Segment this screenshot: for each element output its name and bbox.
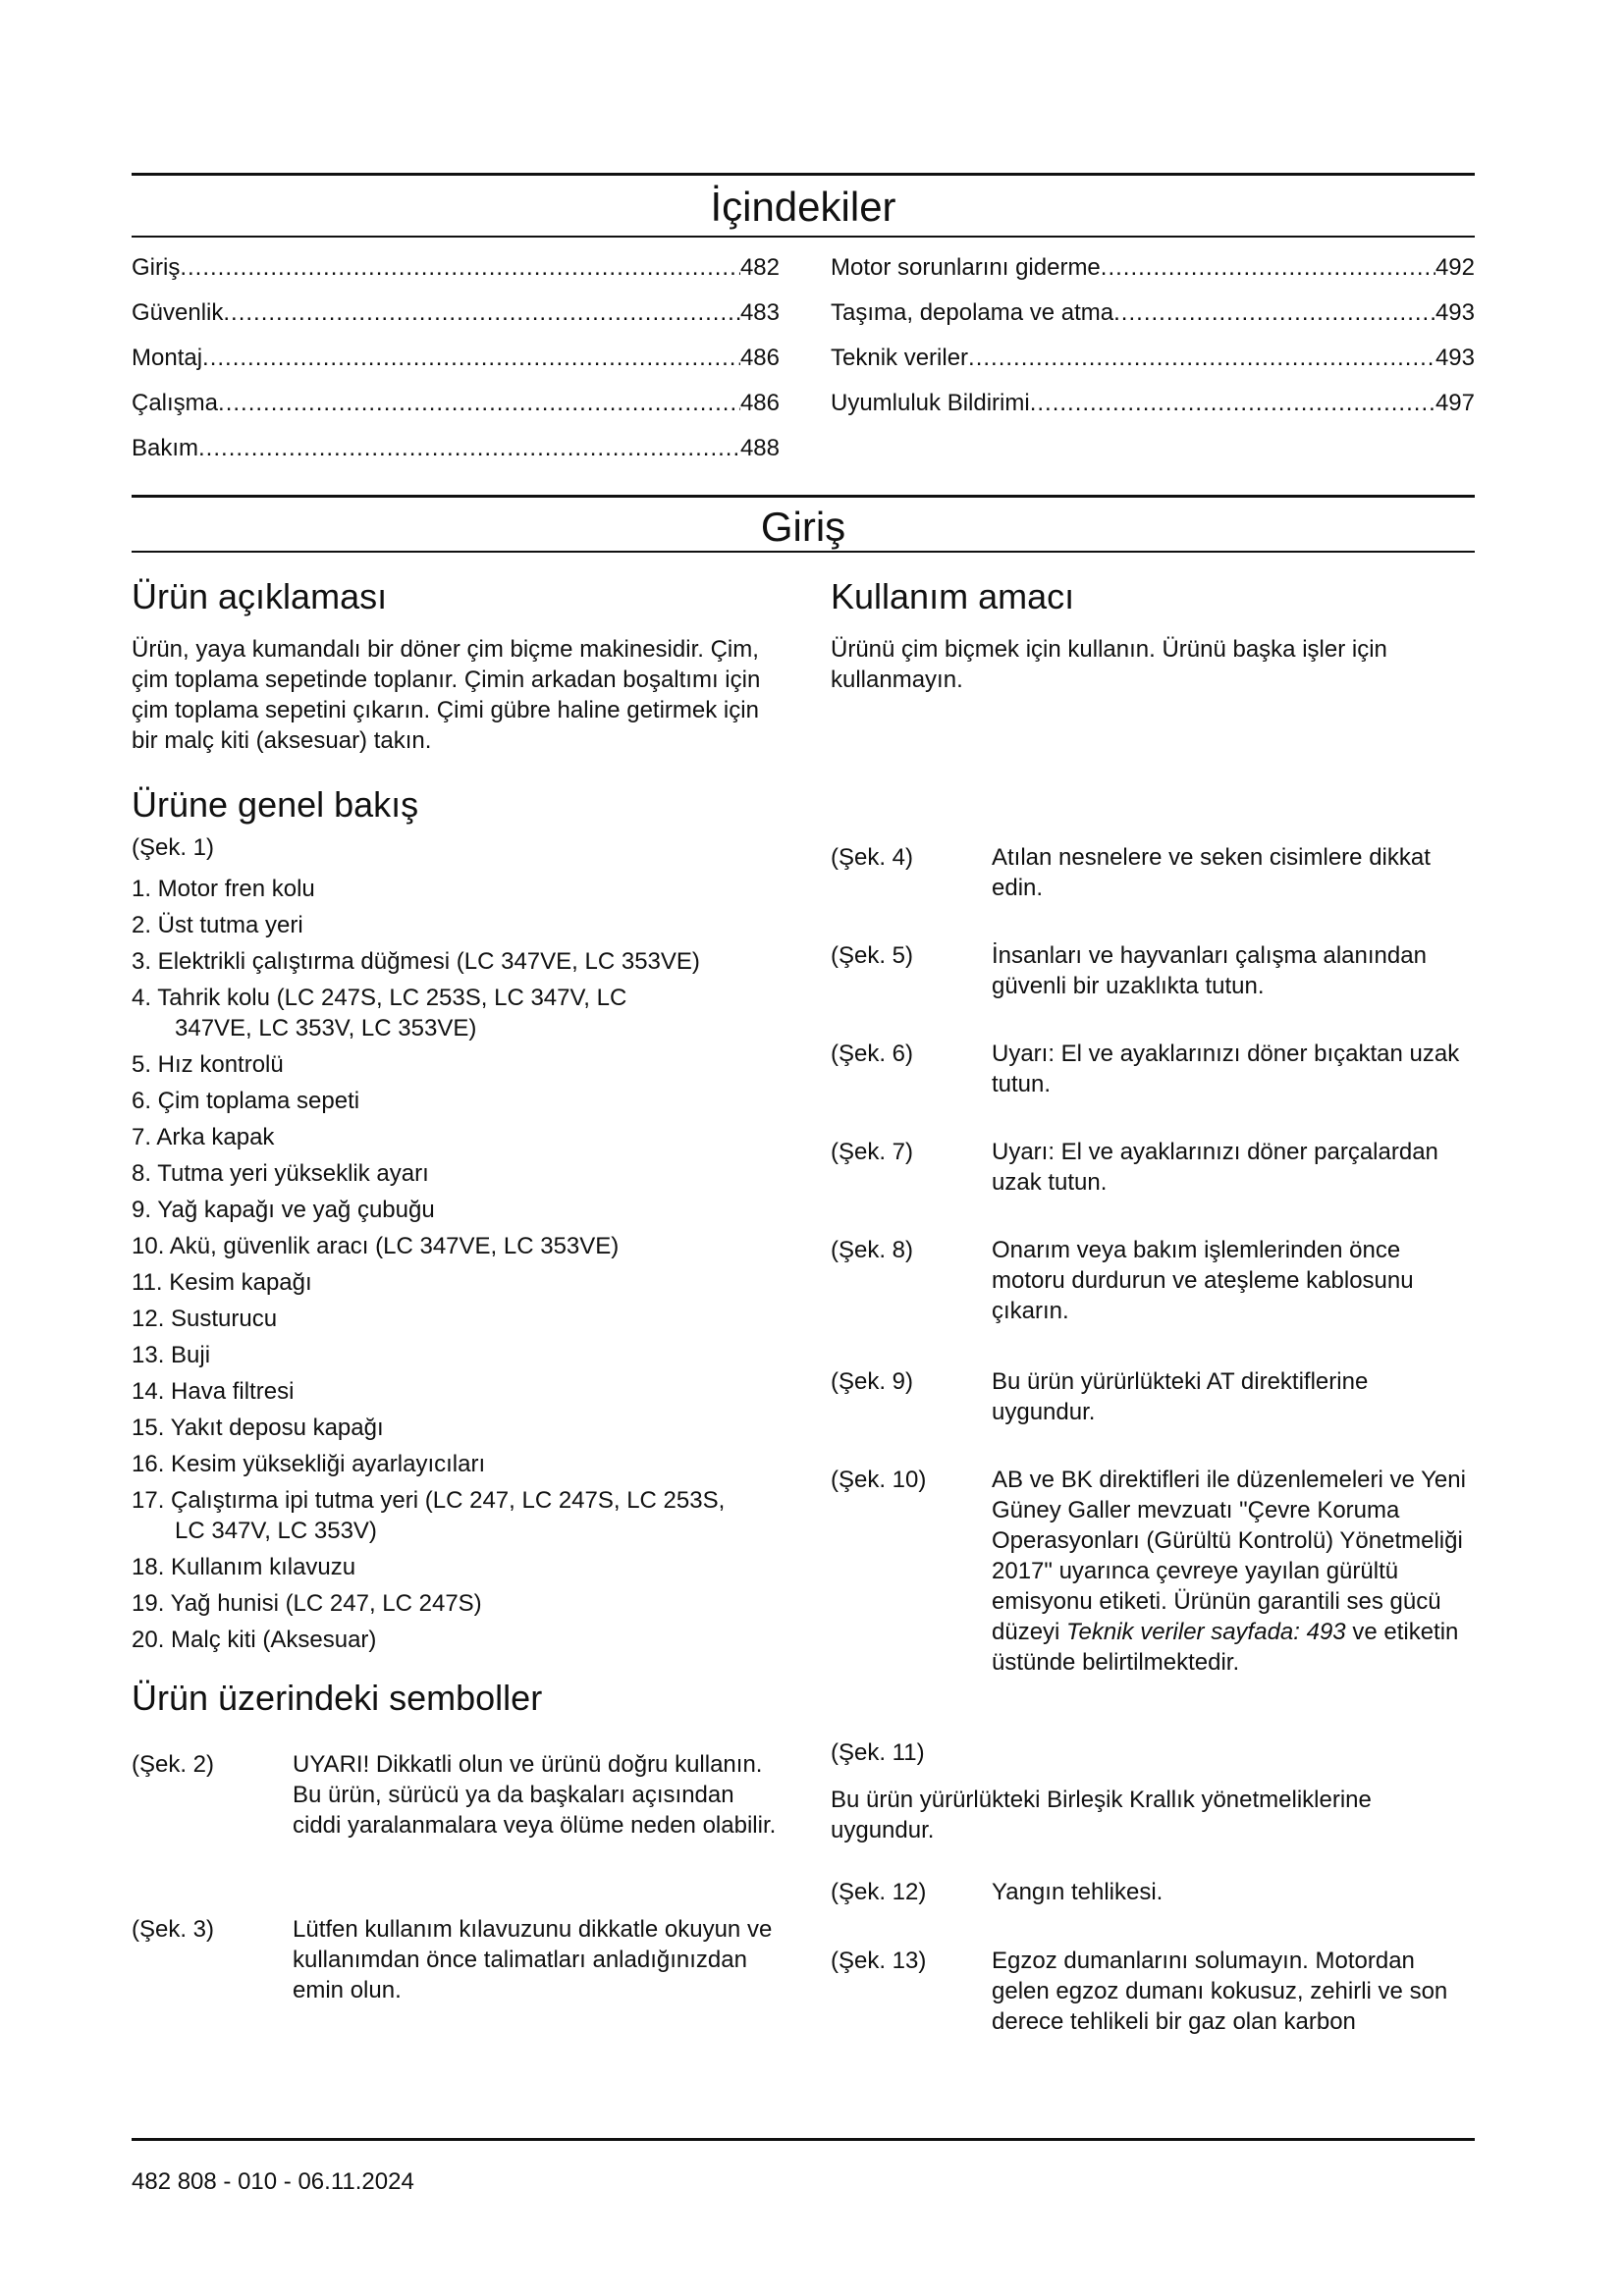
giris-top-rule bbox=[132, 495, 1475, 498]
symbol-entry-8 bbox=[831, 1235, 1475, 1326]
footer-rule bbox=[132, 2138, 1475, 2141]
giris-title: Giriş bbox=[760, 504, 846, 550]
toc-left-column bbox=[132, 245, 780, 471]
symbol-ref: (Şek. 7) bbox=[831, 1139, 914, 1165]
urun-aciklamasi-text: Ürün, yaya kumandalı bir döner çim biçme makinesidir. Çim, çim toplama sepetinde toplanır. Çimin arkadan boşaltımı için çim toplama sepetini çıkarın. Çimi gübre haline getirmek için bir malç kiti (aksesuar) takın. bbox=[132, 636, 761, 754]
symbol-entry-7 bbox=[831, 1137, 1475, 1198]
symbol-text: UYARI! Dikkatli olun ve ürünü doğru kullanın. Bu ürün, sürücü ya da başkaları açısından ciddi yaralanmalara veya ölüme neden olabilir. bbox=[293, 1751, 777, 1839]
symbol-text: İnsanları ve hayvanları çalışma alanından güvenli bir uzaklıkta tutun. bbox=[992, 942, 1427, 999]
list-item: 9. Yağ kapağı ve yağ çubuğu bbox=[132, 1197, 435, 1223]
symbol-ref: (Şek. 11) bbox=[831, 1739, 925, 1766]
symbol-text bbox=[992, 1465, 1475, 1678]
toc-entry-teknik-veriler[interactable]: Teknik veriler ..... 493 bbox=[831, 336, 1475, 381]
list-item: 13. Buji bbox=[132, 1342, 211, 1368]
toc-entry-bakim[interactable]: Bakım ..... 488 bbox=[132, 426, 780, 471]
symbol-ref: (Şek. 13) bbox=[831, 1948, 927, 1974]
list-item: 11. Kesim kapağı bbox=[132, 1269, 312, 1296]
list-item: 5. Hız kontrolü bbox=[132, 1051, 284, 1078]
list-item: 3. Elektrikli çalıştırma düğmesi (LC 347VE, LC 353VE) bbox=[132, 948, 700, 975]
toc-entry-motor-sorunlari[interactable]: Motor sorunlarını giderme ..... 492 bbox=[831, 245, 1475, 291]
toc-bottom-rule bbox=[132, 236, 1475, 238]
giris-bottom-rule bbox=[132, 551, 1475, 553]
genel-bakis-heading: Ürüne genel bakış bbox=[132, 784, 419, 825]
symbol-entry-10 bbox=[831, 1465, 1475, 1678]
list-item: 14. Hava filtresi bbox=[132, 1378, 295, 1405]
list-item: 8. Tutma yeri yükseklik ayarı bbox=[132, 1160, 429, 1187]
symbol-ref: (Şek. 4) bbox=[831, 844, 914, 871]
toc-title: İçindekiler bbox=[710, 184, 896, 230]
symbol-entry-9 bbox=[831, 1366, 1475, 1427]
toc-top-rule bbox=[132, 173, 1475, 176]
list-item: 4. Tahrik kolu (LC 247S, LC 253S, LC 347V, LC 347VE, LC 353V, LC 353VE) bbox=[132, 985, 627, 1041]
toc-entry-montaj[interactable]: Montaj ..... 486 bbox=[132, 336, 780, 381]
symbol-ref: (Şek. 3) bbox=[132, 1916, 215, 1943]
list-item: 17. Çalıştırma ipi tutma yeri (LC 247, LC 247S, LC 253S, LC 347V, LC 353V) bbox=[132, 1487, 726, 1544]
symbol-ref: (Şek. 9) bbox=[831, 1368, 914, 1395]
symbol-text: Yangın tehlikesi. bbox=[992, 1879, 1164, 1905]
list-item: 15. Yakıt deposu kapağı bbox=[132, 1415, 384, 1441]
symbol-ref: (Şek. 10) bbox=[831, 1467, 927, 1493]
list-item: 7. Arka kapak bbox=[132, 1124, 275, 1150]
symbol-ref: (Şek. 12) bbox=[831, 1879, 927, 1905]
symbol-text-part: AB ve BK direktifleri ile düzenlemeleri ve Yeni Güney Galler mevzuatı "Çevre Koruma Operasyonları (Gürültü Kontrolü) Yönetmeliği 2017" uyarınca çevreye yayılan gürültü emisyonu etiketi. Ürünün garantili ses gücü düzeyi bbox=[992, 1467, 1466, 1645]
symbol-text: Uyarı: El ve ayaklarınızı döner parçalardan uzak tutun. bbox=[992, 1139, 1438, 1196]
toc-entry-uyumluluk[interactable]: Uyumluluk Bildirimi ..... 497 bbox=[831, 381, 1475, 426]
list-item: 19. Yağ hunisi (LC 247, LC 247S) bbox=[132, 1590, 482, 1617]
list-item: 12. Susturucu bbox=[132, 1306, 278, 1332]
teknik-veriler-link[interactable]: Teknik veriler sayfada: 493 bbox=[1066, 1619, 1346, 1645]
symbol-entry-11 bbox=[831, 1737, 1475, 1768]
symbol-entry-12 bbox=[831, 1877, 1475, 1907]
symbol-ref: (Şek. 5) bbox=[831, 942, 914, 969]
footer-docnum: 482 808 - 010 - 06.11.2024 bbox=[132, 2168, 414, 2195]
symbol-entry-13 bbox=[831, 1946, 1475, 2037]
list-item: 10. Akü, güvenlik aracı (LC 347VE, LC 353VE) bbox=[132, 1233, 620, 1259]
list-item: 2. Üst tutma yeri bbox=[132, 912, 303, 938]
list-item: 16. Kesim yüksekliği ayarlayıcıları bbox=[132, 1451, 486, 1477]
toc-entry-guvenlik[interactable]: Güvenlik ..... 483 bbox=[132, 291, 780, 336]
symbol-entry-6 bbox=[831, 1039, 1475, 1099]
semboller-heading: Ürün üzerindeki semboller bbox=[132, 1678, 543, 1718]
symbol-text: Bu ürün yürürlükteki AT direktiflerine uygundur. bbox=[992, 1368, 1369, 1425]
symbol-text: Uyarı: El ve ayaklarınızı döner bıçaktan uzak tutun. bbox=[992, 1041, 1460, 1097]
symbol-entry-2 bbox=[132, 1749, 780, 1841]
symbol-text: Lütfen kullanım kılavuzunu dikkatle okuyun ve kullanımdan önce talimatları anladığınızdan emin olun. bbox=[293, 1916, 773, 2003]
symbol-ref: (Şek. 2) bbox=[132, 1751, 215, 1778]
genel-bakis-list bbox=[132, 874, 819, 1661]
symbol-11-text: Bu ürün yürürlükteki Birleşik Krallık yönetmeliklerine uygundur. bbox=[831, 1787, 1372, 1843]
toc-entry-tasima[interactable]: Taşıma, depolama ve atma ..... 493 bbox=[831, 291, 1475, 336]
symbol-text: Egzoz dumanlarını solumayın. Motordan gelen egzoz dumanı kokusuz, zehirli ve son derece tehlikeli bir gaz olan karbon bbox=[992, 1948, 1448, 2035]
kullanim-amaci-heading: Kullanım amacı bbox=[831, 576, 1075, 616]
symbol-ref: (Şek. 8) bbox=[831, 1237, 914, 1263]
list-item: 18. Kullanım kılavuzu bbox=[132, 1554, 356, 1580]
list-item: 6. Çim toplama sepeti bbox=[132, 1088, 360, 1114]
toc-entry-giris[interactable]: Giriş ..... 482 bbox=[132, 245, 780, 291]
toc-right-column bbox=[831, 245, 1475, 426]
symbol-ref: (Şek. 6) bbox=[831, 1041, 914, 1067]
list-item: 1. Motor fren kolu bbox=[132, 876, 315, 902]
symbol-text: Onarım veya bakım işlemlerinden önce motoru durdurun ve ateşleme kablosunu çıkarın. bbox=[992, 1237, 1414, 1324]
urun-aciklamasi-heading: Ürün açıklaması bbox=[132, 576, 388, 616]
list-item: 20. Malç kiti (Aksesuar) bbox=[132, 1627, 377, 1653]
symbol-entry-3 bbox=[132, 1914, 780, 2005]
toc-entry-calisma[interactable]: Çalışma ..... 486 bbox=[132, 381, 780, 426]
symbol-entry-5 bbox=[831, 940, 1475, 1001]
kullanim-amaci-text: Ürünü çim biçmek için kullanın. Ürünü başka işler için kullanmayın. bbox=[831, 636, 1387, 693]
symbol-entry-4 bbox=[831, 842, 1475, 903]
genel-bakis-ref: (Şek. 1) bbox=[132, 834, 215, 861]
symbol-text-part: ve etiketin üstünde belirtilmektedir. bbox=[992, 1619, 1459, 1676]
symbol-text: Atılan nesnelere ve seken cisimlere dikkat edin. bbox=[992, 844, 1431, 901]
